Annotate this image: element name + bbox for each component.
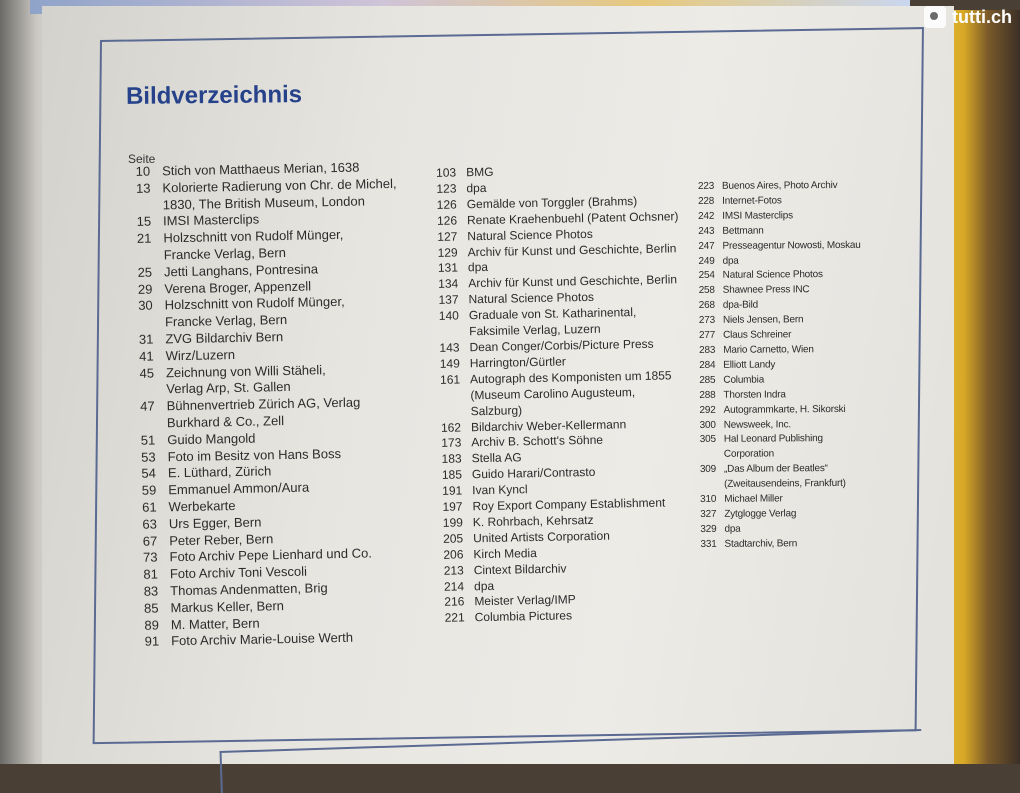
index-entry — [695, 268, 895, 284]
page-number: 254 — [698, 270, 715, 282]
page-number — [129, 197, 151, 214]
page-number: 329 — [700, 523, 717, 535]
image-credit: M. Matter, Bern — [170, 615, 260, 632]
image-credit: Claus Schreiner — [723, 329, 792, 341]
image-credit: Werbekarte — [168, 497, 236, 515]
image-credit: IMSI Masterclips — [162, 211, 260, 229]
image-credit: Salzburg) — [470, 402, 523, 418]
page-number: 21 — [136, 230, 152, 247]
page-number: 10 — [135, 163, 151, 179]
page-number: 309 — [699, 464, 717, 476]
index-entry — [695, 357, 895, 373]
page-number: 126 — [436, 197, 457, 212]
page-number: 300 — [699, 419, 716, 431]
image-credit: Foto Archiv Marie-Louise Werth — [171, 630, 354, 649]
index-entry — [695, 372, 895, 388]
page-number: 199 — [442, 515, 463, 530]
image-credit: Verlag Arp, St. Gallen — [166, 379, 291, 397]
image-credit: Bildarchiv Weber-Kellermann — [470, 416, 627, 434]
image-credit: Hal Leonard Publishing — [723, 433, 823, 446]
tutti-logo-icon — [924, 6, 946, 28]
index-entry — [694, 194, 894, 210]
page-number: 140 — [438, 308, 460, 324]
page-number: 285 — [699, 374, 716, 386]
image-credit: Zeichnung von Willi Stäheli, — [165, 361, 326, 380]
page-number: 61 — [141, 499, 157, 515]
index-entry — [696, 447, 896, 463]
image-credit: Natural Science Photos — [468, 290, 595, 307]
page-number: 31 — [138, 331, 154, 347]
image-credit: Elliott Landy — [723, 359, 776, 371]
image-credit: „Das Album der Beatles“ — [723, 463, 828, 476]
page-number: 310 — [700, 493, 717, 505]
image-credit: Holzschnitt von Rudolf Münger, — [163, 227, 344, 246]
page-number: 327 — [700, 508, 717, 520]
image-credit: Foto Archiv Pepe Lienhard und Co. — [169, 545, 373, 565]
page-number: 206 — [443, 547, 464, 562]
image-credit: Cintext Bildarchiv — [473, 561, 567, 577]
page-number: 161 — [439, 372, 461, 387]
index-entry — [694, 179, 894, 195]
page-number: 143 — [439, 340, 460, 355]
index-entry — [695, 313, 895, 329]
page-number: 183 — [441, 451, 462, 467]
image-credit: dpa — [466, 180, 487, 196]
image-credit: Urs Egger, Bern — [168, 514, 262, 532]
image-credit: Niels Jensen, Bern — [722, 314, 804, 326]
page-number: 292 — [699, 404, 716, 416]
index-entry — [694, 208, 894, 224]
image-credit: Buenos Aires, Photo Archiv — [722, 179, 838, 192]
image-credit: K. Rohrbach, Kehrsatz — [472, 512, 594, 530]
page-number: 45 — [139, 365, 155, 381]
page-number — [132, 382, 154, 399]
image-credit: IMSI Masterclips — [722, 210, 793, 222]
page-number: 162 — [440, 419, 462, 435]
page-number: 131 — [437, 260, 459, 276]
index-entry — [696, 492, 896, 508]
watermark-text: tutti.ch — [952, 6, 1012, 27]
page-number: 81 — [143, 566, 159, 582]
page-number: 149 — [439, 356, 460, 371]
image-credit: Mario Carnetto, Wien — [723, 344, 814, 356]
page-number: 91 — [144, 633, 160, 650]
page-number: 137 — [438, 292, 459, 308]
image-credit: Renate Kraehenbuehl (Patent Ochsner) — [466, 208, 679, 228]
image-credit: BMG — [465, 164, 494, 180]
index-entry — [695, 343, 895, 359]
page-number: 67 — [142, 533, 158, 549]
image-credit: Columbia Pictures — [474, 608, 573, 625]
image-credit: dpa — [467, 260, 489, 275]
image-credit: Corporation — [723, 448, 775, 461]
image-credit: Newsweek, Inc. — [723, 418, 791, 431]
watermark-logo — [924, 6, 1012, 28]
page-number: 205 — [442, 531, 464, 546]
image-credit: Presseagentur Nowosti, Moskau — [722, 239, 861, 252]
page-number: 126 — [436, 213, 458, 228]
page-number: 305 — [699, 434, 716, 446]
page-number: 103 — [435, 165, 457, 180]
image-credit: E. Lüthard, Zürich — [167, 463, 272, 481]
page-number: 29 — [137, 281, 153, 297]
page-number: 41 — [139, 348, 154, 364]
page-number: 191 — [442, 483, 463, 498]
page-number: 223 — [697, 180, 715, 192]
image-credit: United Artists Corporation — [473, 528, 610, 546]
index-column-1 — [128, 158, 437, 651]
image-credit: dpa — [722, 255, 739, 267]
index-entry — [695, 298, 895, 314]
page-number: 13 — [135, 180, 151, 196]
page-number — [696, 478, 716, 493]
index-entry — [694, 223, 894, 239]
image-credit: Jetti Langhans, Pontresina — [163, 261, 319, 280]
image-credit: 1830, The British Museum, London — [162, 193, 365, 212]
image-credit: Francke Verlag, Bern — [164, 312, 288, 330]
page-number: 197 — [442, 499, 463, 514]
image-credit: Foto im Besitz von Hans Boss — [167, 445, 342, 464]
image-credit: Peter Reber, Bern — [169, 530, 274, 548]
image-credit: Bettmann — [722, 225, 764, 237]
index-entry — [695, 253, 895, 269]
page-number: 54 — [141, 465, 157, 482]
image-credit: Verena Broger, Appenzell — [164, 278, 312, 296]
page-number: 134 — [438, 276, 459, 292]
page-number: 247 — [698, 240, 715, 252]
page-number: 258 — [698, 285, 715, 297]
image-credit: Graduale von St. Katharinental, — [468, 305, 637, 323]
image-credit: Archiv für Kunst und Geschichte, Berlin — [468, 272, 678, 291]
index-column-2 — [430, 161, 699, 627]
image-credit: dpa — [724, 523, 741, 535]
page-number: 63 — [142, 516, 158, 532]
image-credit: Wirz/Luzern — [165, 346, 236, 364]
page-number — [434, 388, 460, 404]
page-title: Bildverzeichnis — [125, 81, 303, 110]
page-number: 273 — [698, 315, 716, 327]
image-credit: Markus Keller, Bern — [170, 597, 285, 615]
page-column-label: Seite — [128, 152, 156, 166]
index-entry — [696, 507, 896, 523]
image-credit: Stella AG — [471, 450, 522, 466]
image-credit: Harrington/Gürtler — [469, 354, 566, 371]
page-number: 73 — [142, 549, 158, 566]
image-credit: Bühnenvertrieb Zürich AG, Verlag — [166, 394, 361, 414]
index-column-3 — [694, 179, 897, 553]
page-number: 173 — [441, 435, 462, 451]
image-credit: Autograph des Komponisten um 1855 — [469, 368, 672, 387]
index-entry — [696, 462, 896, 478]
page-number: 185 — [441, 467, 463, 483]
index-entry — [695, 387, 895, 403]
page-number — [435, 404, 461, 420]
index-entry — [695, 328, 895, 344]
image-credit: Kolorierte Radierung von Chr. de Michel, — [162, 175, 397, 196]
page-number: 214 — [443, 578, 465, 594]
image-credit: dpa — [473, 578, 495, 593]
page-number — [433, 325, 459, 341]
index-entry — [696, 477, 896, 493]
page-number: 288 — [699, 389, 716, 401]
page-number: 277 — [698, 329, 716, 342]
page-number: 331 — [700, 538, 717, 550]
image-credit: Zytglogge Verlag — [724, 508, 797, 520]
image-credit: Stich von Matthaeus Merian, 1638 — [161, 159, 360, 179]
page-number: 228 — [698, 195, 715, 207]
image-credit: Autogrammkarte, H. Sikorski — [723, 403, 846, 416]
page-number: 221 — [444, 610, 465, 626]
image-credit: Francke Verlag, Bern — [163, 244, 286, 263]
page-number — [696, 448, 716, 463]
index-entry — [696, 432, 896, 448]
image-credit: Dean Conger/Corbis/Picture Press — [469, 336, 654, 355]
image-credit: dpa-Bild — [722, 299, 759, 312]
page-number: 243 — [698, 225, 715, 237]
image-credit: Internet-Fotos — [722, 195, 782, 207]
index-entry — [694, 238, 894, 254]
image-credit: Stadtarchiv, Bern — [724, 538, 798, 550]
page-number: 249 — [698, 255, 715, 267]
image-credit: Natural Science Photos — [722, 269, 823, 282]
page-number: 30 — [138, 297, 153, 314]
page-number: 268 — [698, 300, 715, 312]
page-number: 283 — [699, 344, 716, 356]
image-credit: ZVG Bildarchiv Bern — [165, 329, 284, 347]
page-number — [131, 315, 153, 332]
image-credit: Emmanuel Ammon/Aura — [168, 479, 310, 498]
page-number — [133, 415, 155, 432]
page-number: 242 — [698, 210, 715, 222]
page-number: 213 — [443, 563, 464, 578]
page-number: 83 — [143, 583, 159, 599]
page-number: 216 — [444, 594, 465, 610]
image-credit: Burkhard & Co., Zell — [166, 413, 285, 431]
page-number: 127 — [437, 229, 458, 244]
image-credit: Foto Archiv Toni Vescoli — [169, 563, 308, 582]
page-number — [130, 248, 152, 265]
image-credit: Ivan Kyncl — [472, 482, 528, 498]
page-number: 51 — [140, 432, 156, 448]
page-number: 85 — [143, 600, 159, 616]
image-credit: Thomas Andenmatten, Brig — [170, 580, 328, 599]
image-credit: Roy Export Company Establishment — [472, 495, 666, 514]
page-number: 284 — [699, 359, 716, 371]
page-number: 129 — [437, 245, 458, 260]
index-entry — [695, 283, 895, 299]
image-credit: Guido Harari/Contrasto — [471, 465, 596, 482]
page-number: 25 — [137, 264, 153, 280]
page-number: 89 — [144, 617, 159, 633]
image-credit: Meister Verlag/IMP — [474, 592, 576, 609]
image-credit: Kirch Media — [473, 545, 537, 561]
image-credit: Guido Mangold — [167, 430, 256, 448]
image-credit: Archiv für Kunst und Geschichte, Berlin — [467, 240, 677, 259]
image-credit: Natural Science Photos — [467, 226, 593, 243]
page-number: 15 — [136, 213, 152, 230]
image-credit: Holzschnitt von Rudolf Münger, — [164, 294, 345, 313]
index-entry — [696, 521, 896, 537]
index-entry — [696, 417, 896, 433]
image-credit: Gemälde von Torggler (Brahms) — [466, 193, 638, 212]
page-number: 123 — [436, 181, 457, 196]
image-credit: (Zweitausendeins, Frankfurt) — [724, 478, 846, 490]
image-credit: Archiv B. Schott's Söhne — [471, 433, 604, 450]
index-entry — [696, 402, 896, 418]
image-credit: Columbia — [723, 374, 765, 386]
image-credit: Michael Miller — [724, 493, 783, 505]
image-credit: Faksimile Verlag, Luzern — [469, 321, 601, 339]
page-number: 59 — [141, 482, 157, 498]
image-credit: Thorsten Indra — [723, 389, 786, 401]
image-credit: (Museum Carolino Augusteum, — [470, 384, 636, 402]
index-entry — [696, 536, 896, 552]
image-credit: Shawnee Press INC — [722, 284, 810, 297]
page-number: 47 — [140, 398, 155, 414]
page-number: 53 — [141, 449, 156, 465]
